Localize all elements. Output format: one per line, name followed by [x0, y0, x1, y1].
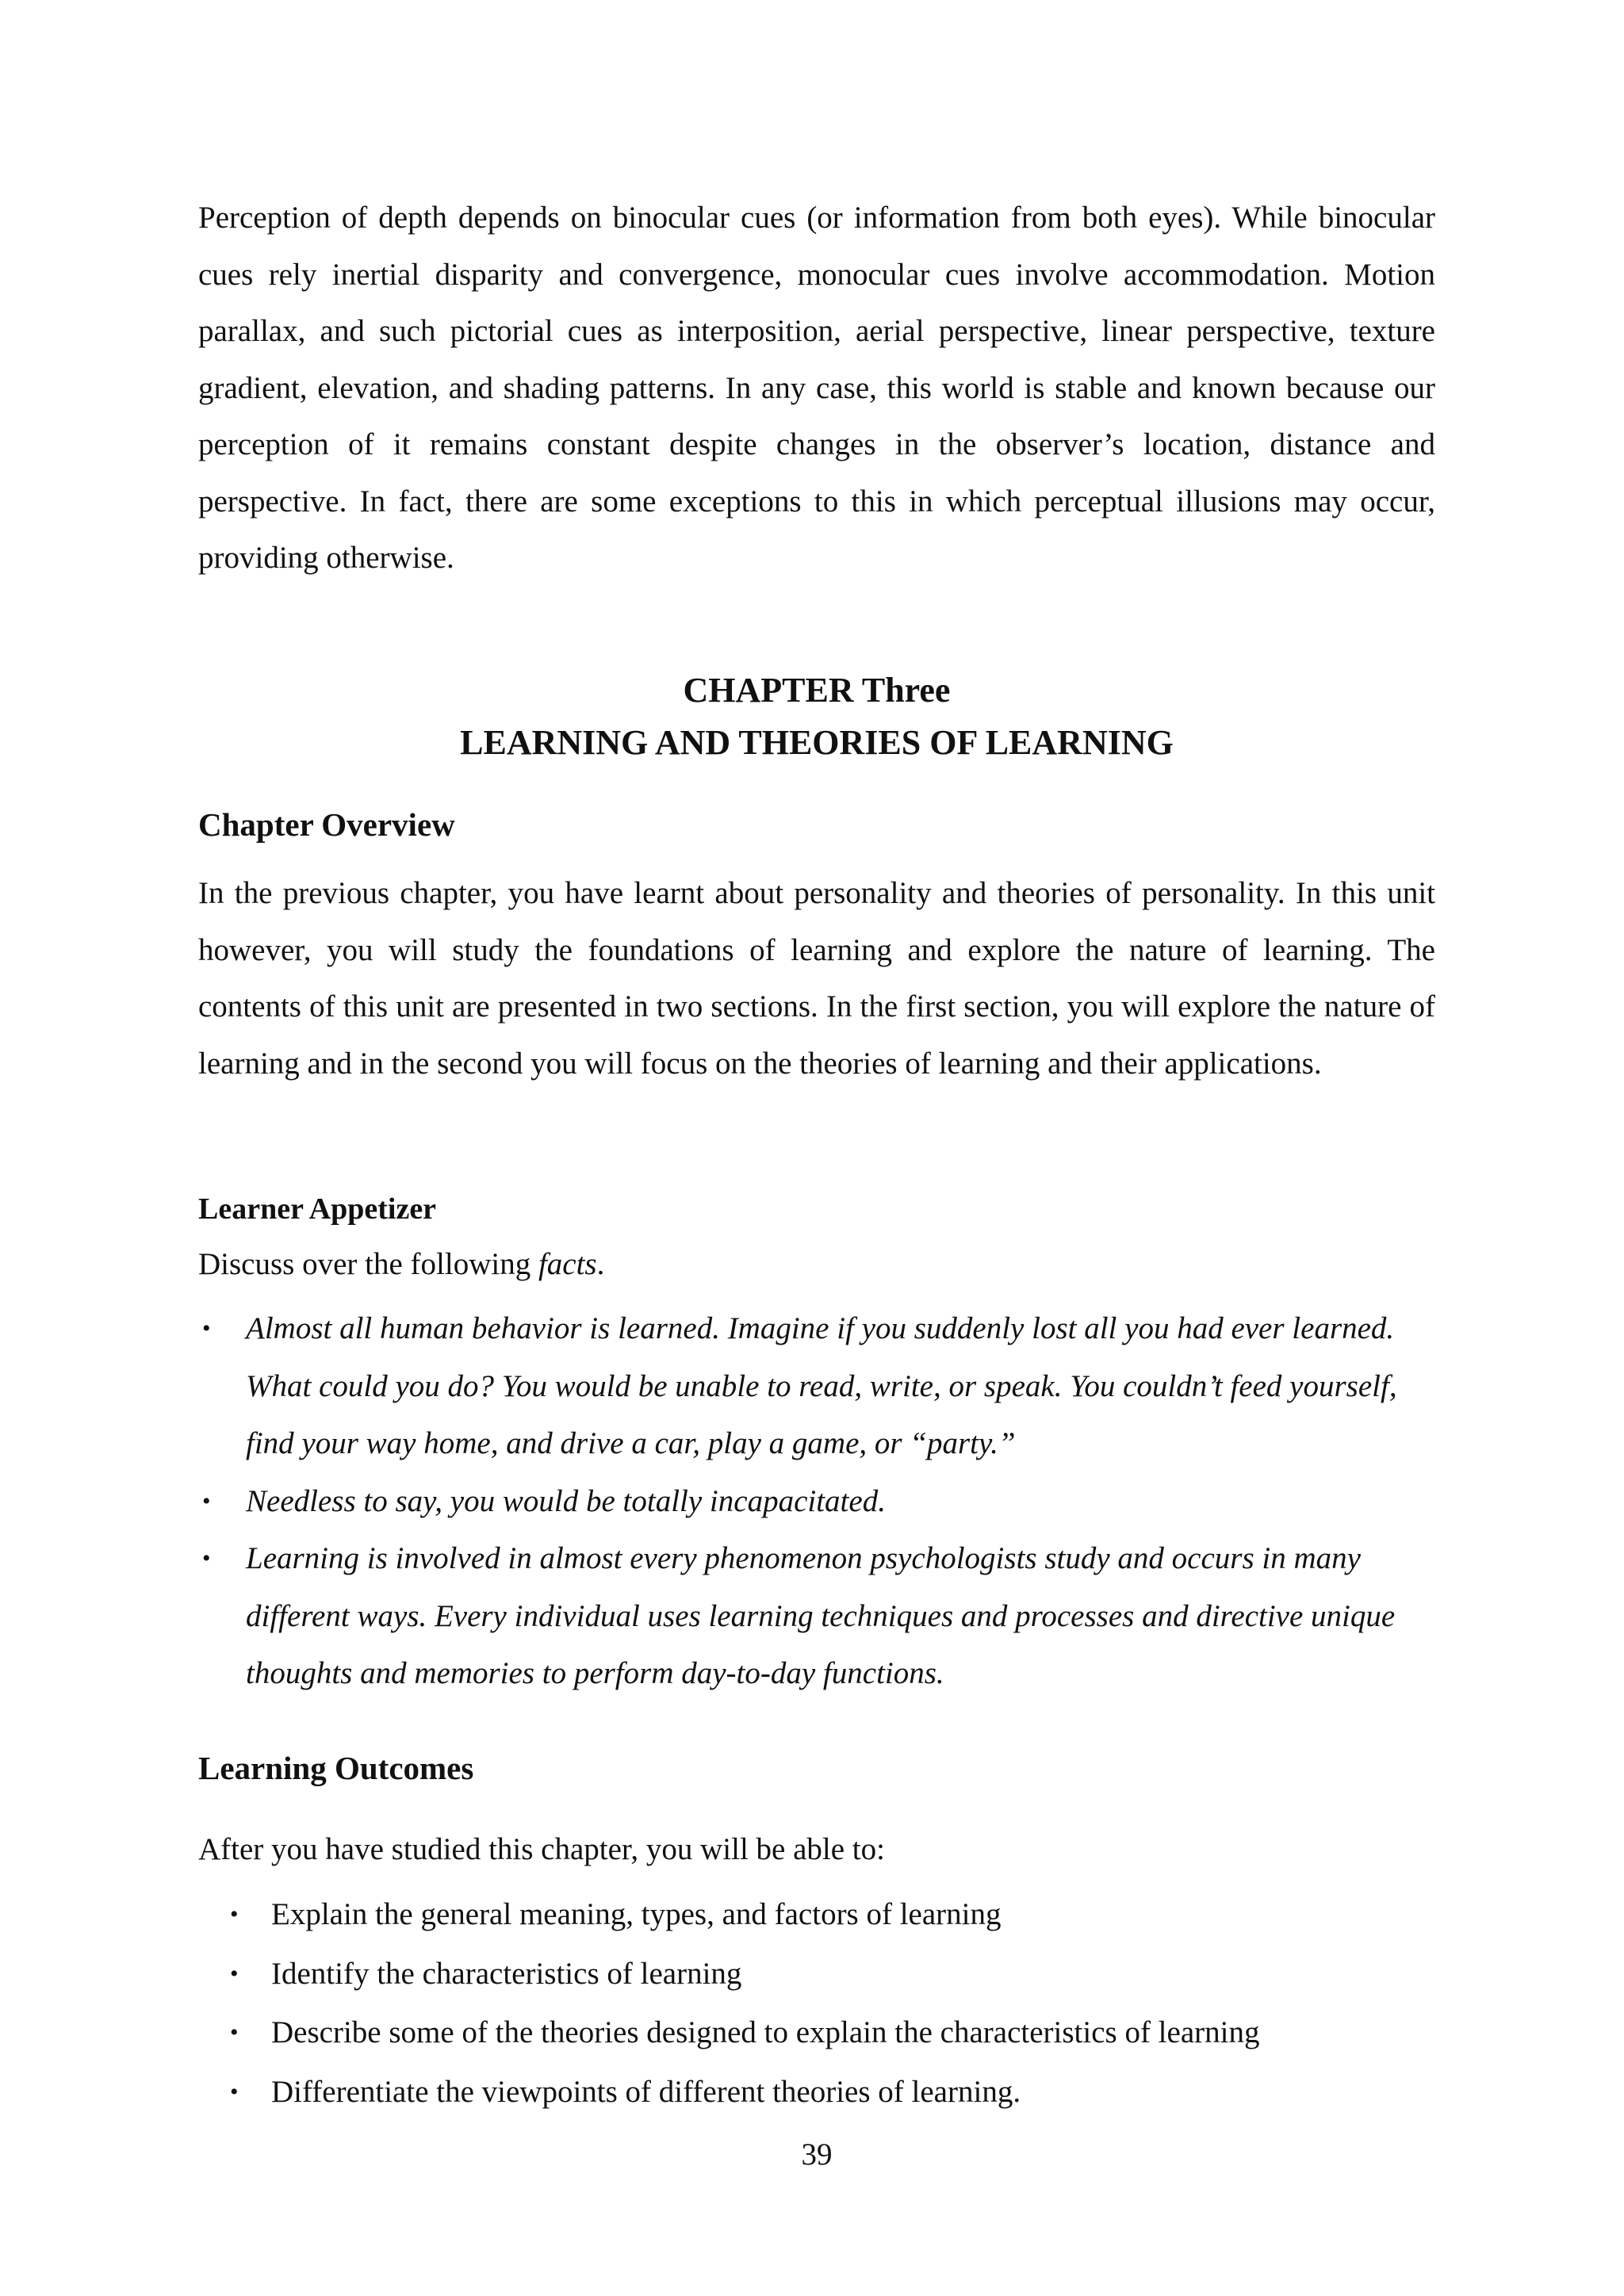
list-item: [198, 1300, 1435, 1473]
list-item: [198, 2063, 1435, 2122]
chapter-number: CHAPTER Three: [683, 671, 951, 710]
appetizer-intro-prefix: Discuss over the following: [198, 1247, 538, 1281]
document-page: [198, 0, 1435, 2296]
appetizer-intro-emphasis: facts: [538, 1247, 597, 1281]
outcome-text: Describe some of the theories designed to explain the characteristics of learning: [271, 2015, 1260, 2049]
fact-text: Almost all human behavior is learned. Imagine if you suddenly lost all you had ever learned. What could you do? You would be unable to read, write, or speak. You couldn’t feed yourself, find your way home, and drive a car, play a game, or “party.”: [246, 1311, 1397, 1460]
list-item: [198, 1473, 1435, 1531]
list-item: [198, 1885, 1435, 1945]
chapter-overview-paragraph: In the previous chapter, you have learnt about personality and theories of personality. In this unit however, you will study the foundations of learning and explore the nature of learning. The contents of this unit are presented in two sections. In the first section, you will explore the nature of learning and in the second you will focus on the theories of learning and their applications.: [198, 876, 1435, 1081]
learning-outcomes-heading: Learning Outcomes: [198, 1750, 474, 1786]
fact-text: Learning is involved in almost every phenomenon psychologists study and occurs in many different ways. Every individual uses learning techniques and processes and directive unique thoughts and memories to perform day-to-day functions.: [246, 1541, 1396, 1690]
bullet-icon: •: [230, 1960, 239, 1987]
bullet-icon: •: [230, 2019, 239, 2045]
list-item: [198, 2003, 1435, 2063]
outcome-text: Differentiate the viewpoints of different theories of learning.: [271, 2074, 1021, 2109]
learning-outcomes-list: [198, 1885, 1435, 2122]
outcome-text: Identify the characteristics of learning: [271, 1956, 742, 1991]
bullet-icon: •: [202, 1315, 211, 1341]
learner-appetizer-heading: Learner Appetizer: [198, 1192, 437, 1226]
appetizer-facts-list: [198, 1300, 1435, 1703]
fact-text: Needless to say, you would be totally incapacitated.: [246, 1483, 886, 1518]
bullet-icon: •: [230, 1901, 239, 1927]
learner-appetizer-intro: [198, 1242, 604, 1287]
chapter-title: LEARNING AND THEORIES OF LEARNING: [460, 723, 1174, 762]
appetizer-intro-suffix: .: [596, 1247, 605, 1281]
bullet-icon: •: [230, 2078, 239, 2105]
bullet-icon: •: [202, 1545, 211, 1571]
outcome-text: Explain the general meaning, types, and factors of learning: [271, 1897, 1002, 1931]
page-number: 39: [801, 2137, 833, 2172]
bullet-icon: •: [202, 1487, 211, 1514]
list-item: [198, 1945, 1435, 2004]
learning-outcomes-intro: After you have studied this chapter, you will be able to:: [198, 1832, 885, 1866]
intro-paragraph: Perception of depth depends on binocular cues (or information from both eyes). While binocular cues rely inertial disparity and convergence, monocular cues involve accommodation. Motion parallax, and such pictorial cues as interposition, aerial perspective, linear perspective, texture gradient, elevation, and shading patterns. In any case, this world is stable and known because our perception of it remains constant despite changes in the observer’s location, distance and perspective. In fact, there are some exceptions to this in which perceptual illusions may occur, providing otherwise.: [198, 201, 1435, 575]
list-item: [198, 1530, 1435, 1703]
chapter-overview-heading: Chapter Overview: [198, 806, 455, 843]
